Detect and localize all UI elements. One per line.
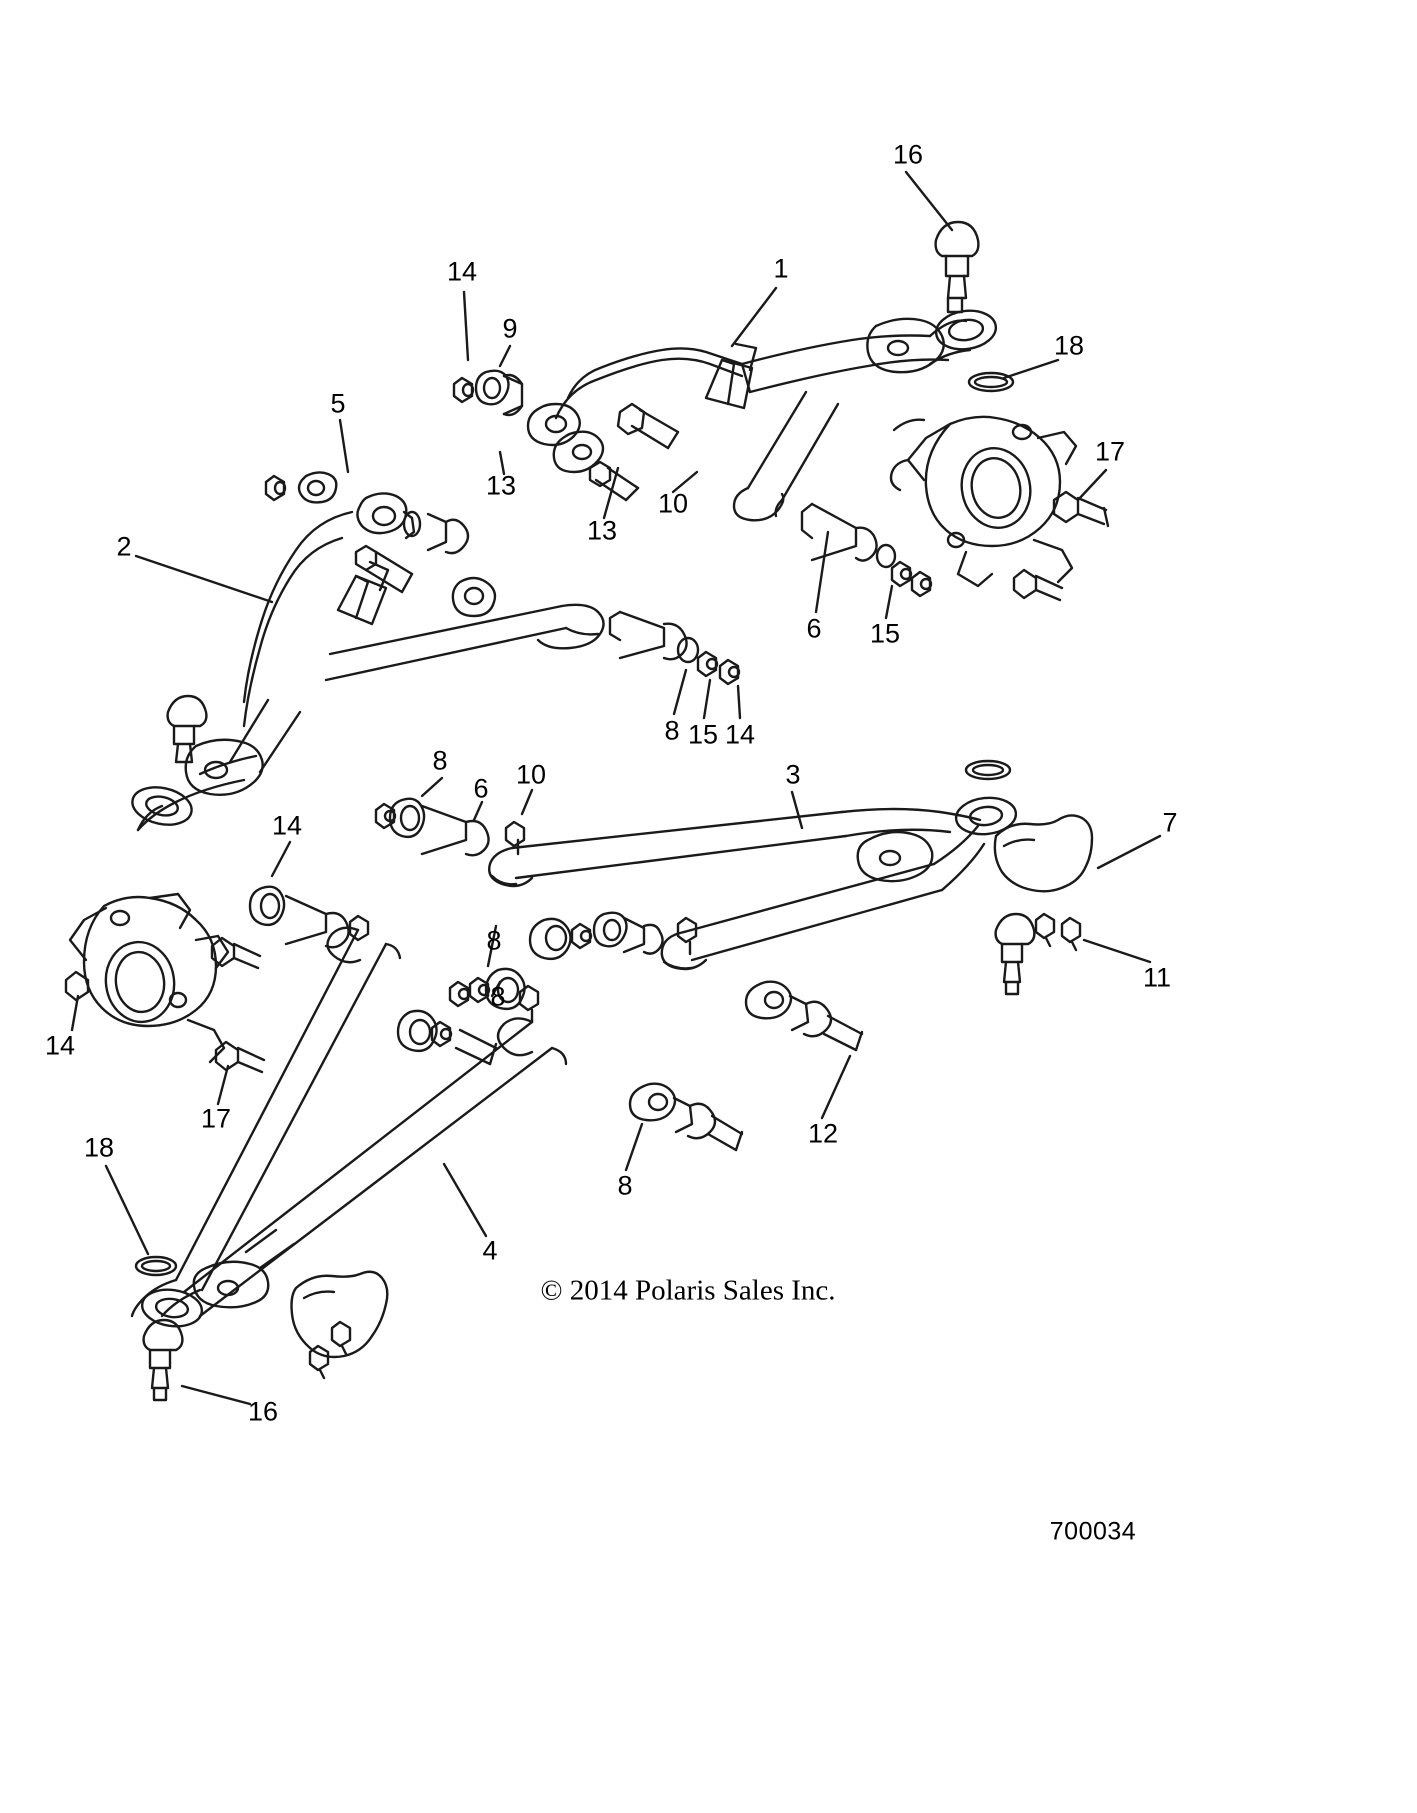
callout-10-left3: 10 <box>515 759 547 790</box>
leader-8-lower <box>626 1124 642 1170</box>
bushing-group-top-left <box>454 371 522 415</box>
copyright-notice: © 2014 Polaris Sales Inc. <box>540 1274 836 1307</box>
callout-13-b: 13 <box>586 515 618 546</box>
callout-14-top: 14 <box>446 256 478 287</box>
callout-16-lower: 16 <box>247 1396 279 1427</box>
leader-12 <box>822 1056 850 1118</box>
callout-17-left: 17 <box>200 1103 232 1134</box>
callout-2: 2 <box>116 531 132 562</box>
diagram-part-number: 700034 <box>1049 1517 1137 1546</box>
callout-18-lower: 18 <box>83 1132 115 1163</box>
leader-17-right <box>1078 470 1106 500</box>
leader-16-top <box>906 172 952 230</box>
leader-7 <box>1098 836 1160 868</box>
leader-16-lower <box>182 1386 250 1404</box>
lower-control-arm-right <box>489 795 1018 1050</box>
leader-8-left3 <box>422 778 442 796</box>
callout-1: 1 <box>773 253 789 284</box>
callout-5: 5 <box>330 388 346 419</box>
callout-12: 12 <box>807 1118 839 1149</box>
leader-15-center <box>704 680 710 718</box>
leader-14-leftknuckle <box>72 996 78 1030</box>
callout-15-right: 15 <box>869 618 901 649</box>
screws-11 <box>1036 914 1080 950</box>
leader-6-right <box>816 532 828 612</box>
hardware-8-15-14-center <box>610 612 739 684</box>
cover-plate-right <box>995 815 1092 891</box>
hardware-8-6-10-left <box>376 799 524 856</box>
leader-18-lower <box>106 1166 148 1254</box>
callout-8-center: 8 <box>664 715 680 746</box>
ball-joint-top <box>936 222 979 312</box>
leader-17-left <box>218 1066 228 1104</box>
callout-6-right: 6 <box>806 613 822 644</box>
callout-7: 7 <box>1162 807 1178 838</box>
callout-8-left3: 8 <box>432 745 448 776</box>
callout-11: 11 <box>1142 962 1172 993</box>
ball-joint-mid-left <box>168 696 207 762</box>
steering-knuckle-left <box>66 894 264 1072</box>
leader-5 <box>340 420 348 472</box>
callout-10-a: 10 <box>657 488 689 519</box>
callout-14-left: 14 <box>271 810 303 841</box>
o-ring-right-mid <box>966 761 1010 779</box>
callout-8-lower: 8 <box>617 1170 633 1201</box>
leader-14-top <box>464 292 468 360</box>
leader-11 <box>1084 940 1150 962</box>
leader-15-right <box>886 586 892 618</box>
callout-8-mid-a: 8 <box>486 925 502 956</box>
callout-17-right: 17 <box>1094 436 1126 467</box>
callout-9: 9 <box>502 313 518 344</box>
leader-9 <box>500 346 510 366</box>
leader-14-left <box>272 842 290 876</box>
leader-6-left3 <box>474 802 482 820</box>
ball-joint-right-mid <box>996 914 1035 994</box>
leader-1 <box>732 288 776 346</box>
leader-18-top <box>1004 360 1058 378</box>
callout-3: 3 <box>785 759 801 790</box>
callout-16-top: 16 <box>892 139 924 170</box>
leader-10-left3 <box>522 790 532 814</box>
hardware-14-left <box>250 887 368 948</box>
callout-4: 4 <box>482 1235 498 1266</box>
callout-14-center: 14 <box>724 719 756 750</box>
callout-15-center: 15 <box>687 719 719 750</box>
leader-3 <box>792 792 802 828</box>
callout-8-mid-b: 8 <box>490 981 506 1012</box>
callout-13-a: 13 <box>485 470 517 501</box>
ball-joint-lower-left <box>144 1320 183 1400</box>
steering-knuckle-right <box>891 417 1108 600</box>
callout-6-left3: 6 <box>473 773 489 804</box>
o-ring-lower-left <box>136 1257 176 1275</box>
callout-14-leftknuckle: 14 <box>44 1030 76 1061</box>
leader-14-center <box>738 686 740 718</box>
leader-8-center <box>674 670 686 714</box>
callout-18-top: 18 <box>1053 330 1085 361</box>
o-ring-top-right <box>969 373 1013 391</box>
hardware-8-mid-c <box>398 1011 496 1064</box>
leader-2 <box>136 556 272 602</box>
upper-control-arm-right <box>528 307 998 520</box>
leader-4 <box>444 1164 486 1236</box>
screws-left <box>310 1322 350 1378</box>
